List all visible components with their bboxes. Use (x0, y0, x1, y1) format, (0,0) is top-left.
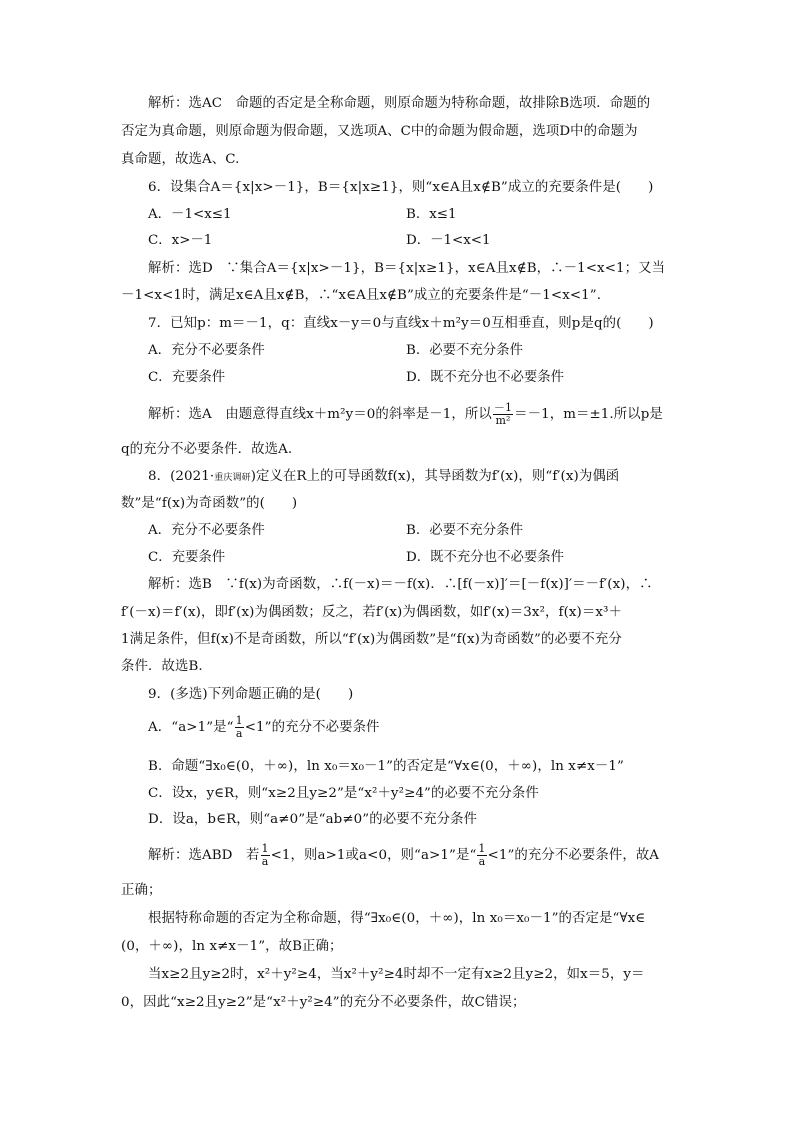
question-8-source: 重庆调研 (214, 473, 251, 483)
answer-8-line-4: 条件．故选B. (121, 659, 203, 674)
question-7-option-d: D．既不充分也不必要条件 (406, 370, 565, 385)
question-7-option-b: B．必要不充分条件 (406, 343, 523, 358)
answer-8-line-2: f′(－x)＝f′(x)，即f′(x)为偶函数；反之，若f′(x)为偶函数，如f′(x)＝3x²，f(x)＝x³＋ (121, 605, 622, 620)
answer-9-line-4: (0，＋∞)，ln x≠x－1”，故B正确； (121, 939, 343, 954)
question-9-option-c: C．设x，y∈R，则“x≥2且y≥2”是“x²＋y²≥4”的必要不充分条件 (148, 786, 539, 801)
question-8-line-2: 数”是“f(x)为奇函数”的( ) (121, 496, 298, 511)
question-9-option-d: D．设a，b∈R，则“a≠0”是“ab≠0”的必要不充分条件 (148, 812, 478, 827)
answer-5-line-3: 真命题，故选A、C. (121, 152, 240, 167)
answer-5-line-1: 解析：选AC 命题的否定是全称命题，则原命题为特称命题，故排除B选项．命题的 (148, 96, 651, 111)
question-6-option-b: B．x≤1 (406, 207, 457, 222)
question-6-option-a: A．－1<x≤1 (148, 207, 232, 222)
answer-8-line-3: 1满足条件，但f(x)不是奇函数，所以“f′(x)为偶函数”是“f(x)为奇函数”的必要不充分 (121, 632, 622, 647)
answer-8-line-1: 解析：选B ∵f(x)为奇函数，∴f(－x)＝－f(x)．∴[f(－x)]′＝[－f(x)]′＝－f′(x)，∴ (148, 577, 653, 592)
question-8-option-b: B．必要不充分条件 (406, 523, 523, 538)
fraction-1-over-a: $\frac{1}{a}$ (235, 714, 243, 740)
question-6-option-c: C．x>－1 (148, 233, 213, 248)
answer-7-line-1 (148, 400, 663, 430)
answer-5-line-2: 否定为真命题，则原命题为假命题，又选项A、C中的命题为假命题，选项D中的命题为 (121, 124, 638, 139)
question-8-option-c: C．充要条件 (148, 550, 226, 565)
question-8-option-a: A．充分不必要条件 (148, 523, 265, 538)
question-8-option-d: D．既不充分也不必要条件 (406, 550, 565, 565)
question-6: 6．设集合A＝{x|x>－1}，B＝{x|x≥1}，则“x∈A且x∉B”成立的充要条件是( ) (148, 180, 654, 195)
question-7-option-a: A．充分不必要条件 (148, 343, 265, 358)
fraction-1-over-a: $\frac{1}{a}$ (261, 842, 269, 868)
question-9-option-b: B．命题“∃x₀∈(0，＋∞)，ln x₀＝x₀－1”的否定是“∀x∈(0，＋∞)，ln x≠x－1” (148, 759, 624, 774)
answer-6-line-1: 解析：选D ∵集合A＝{x|x>－1}，B＝{x|x≥1}，x∈A且x∉B，∴－1<x<1；又当 (148, 261, 666, 276)
answer-9-line-3: 根据特称命题的否定为全称命题，得“∃x₀∈(0，＋∞)，ln x₀＝x₀－1”的否定是“∀x∈ (148, 911, 646, 926)
answer-7-line-2: q的充分不必要条件．故选A. (121, 442, 293, 457)
question-7-option-c: C．充要条件 (148, 370, 226, 385)
answer-6-line-2: －1<x<1时，满足x∈A且x∉B，∴“x∈A且x∉B”成立的充要条件是“－1<x<1”. (121, 288, 602, 303)
answer-9-line-5: 当x≥2且y≥2时，x²＋y²≥4，当x²＋y²≥4时却不一定有x≥2且y≥2，如x＝5，y＝ (148, 967, 645, 982)
fraction-neg1-over-m2: $\frac{-1}{\text{m²}}$ (493, 401, 513, 427)
question-9: 9．(多选)下列命题正确的是( ) (148, 687, 354, 702)
question-7: 7．已知p：m＝－1，q：直线x－y＝0与直线x＋m²y＝0互相垂直，则p是q的( ) (148, 316, 654, 331)
answer-9-line-1: 解析：选ABD 若 $\frac{1}{a}$ <1，则a>1或a<0，则“a>1”是“ $\frac{1}{a}$ <1”的充分不必要条件，故A (148, 842, 660, 868)
fraction-1-over-a: $\frac{1}{a}$ (478, 842, 486, 868)
question-6-option-d: D．－1<x<1 (406, 233, 491, 248)
answer-9-line-2: 正确； (121, 883, 162, 898)
answer-9-line-6: 0，因此“x≥2且y≥2”是“x²＋y²≥4”的充分不必要条件，故C错误； (121, 995, 526, 1010)
answer-7-text-a: 解析：选A 由题意得直线x＋m²y＝0的斜率是－1，所以 (148, 407, 492, 422)
question-8-line-1: 8．(2021·重庆调研)定义在R上的可导函数f(x)，其导函数为f′(x)，则“f′(x)为偶函 (148, 469, 620, 484)
question-9-option-a: A．“a>1”是“ $\frac{1}{a}$ <1”的充分不必要条件 (148, 714, 380, 740)
answer-7-text-b: ＝－1，m＝±1.所以p是 (514, 407, 663, 422)
